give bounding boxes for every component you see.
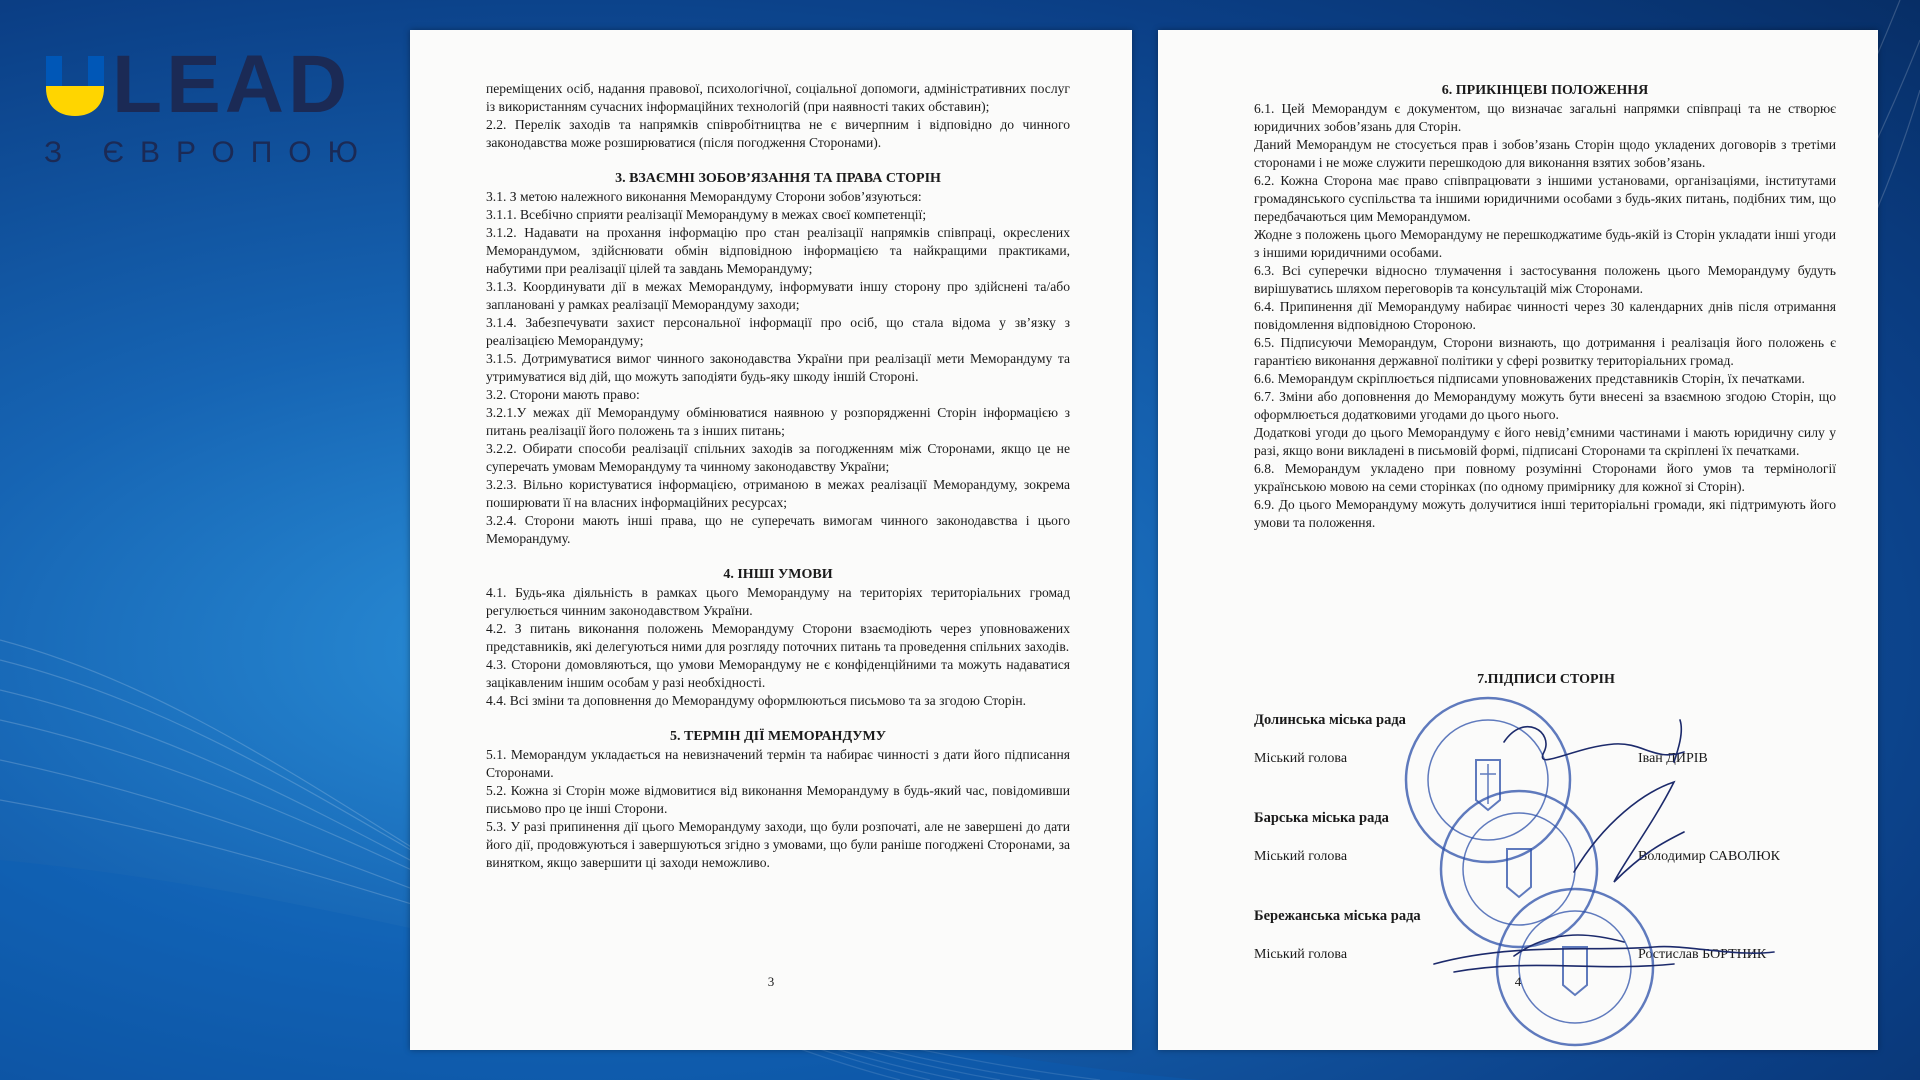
paragraph: 3.2.4. Сторони мають інші права, що не суперечать вимогам чинного законодавства і цього Меморандуму. <box>486 513 1070 546</box>
signatory-title: Міський голова <box>1254 947 1348 962</box>
paragraph: 5.2. Кожна зі Сторін може відмовитися від виконання Меморандуму в будь-який час, повідомивши письмово про це інші Сторони. <box>486 783 1070 816</box>
paragraph: 5.3. У разі припинення дії цього Меморандуму заходи, що були розпочаті, але не завершені до дати його дії, продовжуються і завершуються згідно з умовами, що були раніше погоджені Сторонами, за винятком, якщо завершити ці заходи неможливо. <box>486 819 1070 870</box>
page-number: 4 <box>1514 974 1522 989</box>
section-heading-7: 7.ПІДПИСИ СТОРІН <box>1477 672 1615 687</box>
paragraph: 4.1. Будь-яка діяльність в рамках цього Меморандуму на територіях територіальних громад регулюється чинним законодавством України. <box>486 585 1070 618</box>
page-4-content <box>1254 82 1836 532</box>
page-number: 3 <box>767 974 775 989</box>
paragraph: 3.1.3. Координувати дії в межах Меморандуму, інформувати іншу сторону про здійснені та/або заплановані у рамках реалізації Меморандуму заходи; <box>486 279 1070 312</box>
paragraph: 4.2. З питань виконання положень Меморандуму Сторони взаємодіють через уповноважених представників, які делегуються ними для розгляду поточних питань та проведення спільних заходів. <box>486 621 1070 654</box>
paragraph: 6.7. Зміни або доповнення до Меморандуму можуть бути внесені за взаємною згодою Сторін, що оформлюється додатковими угодами до цього нього. <box>1254 389 1836 422</box>
signatory-name: Володимир САВОЛЮК <box>1638 849 1780 864</box>
section-heading-6: 6. ПРИКІНЦЕВІ ПОЛОЖЕННЯ <box>1441 83 1649 98</box>
paragraph: 3.1.2. Надавати на прохання інформацію про стан реалізації напрямків співпраці, окреслених Меморандумом, здійснювати обмін відповідною інформацією та найкращими практиками, набутими при реалізації цілей та завдань Меморандуму; <box>486 225 1070 276</box>
paragraph: 5.1. Меморандум укладається на невизначений термін та набирає чинності з дати його підписання Сторонами. <box>486 747 1070 780</box>
paragraph: 6.3. Всі суперечки відносно тлумачення і застосування положень цього Меморандуму будуть вирішуватись шляхом переговорів та консультацій між Сторонами. <box>1254 263 1836 296</box>
paragraph: 6.9. До цього Меморандуму можуть долучитися інші територіальні громади, які підтримують його умови та положення. <box>1254 497 1836 530</box>
section-heading-3: 3. ВЗАЄМНІ ЗОБОВ’ЯЗАННЯ ТА ПРАВА СТОРІН <box>615 171 941 186</box>
page-3-content <box>486 80 1070 872</box>
paragraph: 4.4. Всі зміни та доповнення до Меморандуму оформлюються письмово та за згодою Сторін. <box>486 693 1027 708</box>
signatory-name: Ростислав БОРТНИК <box>1638 947 1767 962</box>
paragraph: 3.1.4. Забезпечувати захист персональної інформації про осіб, що стала відома у зв’язку з реалізацією Меморандуму; <box>486 315 1070 348</box>
paragraph: 6.5. Підписуючи Меморандум, Сторони визнають, що дотримання і реалізація його положень є гарантією виконання державної політики у сфері розвитку територіальних громад. <box>1254 335 1836 368</box>
signatory-org: Долинська міська рада <box>1254 712 1406 728</box>
paragraph: 6.1. Цей Меморандум є документом, що визначає загальні напрямки співпраці та не створює юридичних зобов’язань для Сторін. <box>1254 101 1836 134</box>
paragraph: 3.2. Сторони мають право: <box>486 387 640 402</box>
signatures-section <box>1254 672 1838 1002</box>
paragraph: 3.1. З метою належного виконання Меморандуму Сторони зобов’язуються: <box>486 189 922 204</box>
signatory-org: Барська міська рада <box>1254 810 1389 826</box>
paragraph: Жодне з положень цього Меморандуму не перешкоджатиме будь-якій із Сторін укладати інші угоди з іншими юридичними особами. <box>1254 227 1836 260</box>
paragraph: 3.2.2. Обирати способи реалізації спільних заходів за погодженням між Сторонами, якщо це не суперечать умовам Меморандуму та чинному законодавству України; <box>486 441 1070 474</box>
logo-subtitle: З ЄВРОПОЮ <box>44 136 374 169</box>
paragraph: 3.2.1.У межах дії Меморандуму обмінюватися наявною у розпорядженні Сторін інформацією з питань реалізації його положень та з інших питань; <box>486 405 1070 438</box>
signatory-title: Міський голова <box>1254 751 1348 766</box>
paragraph: 3.1.5. Дотримуватися вимог чинного законодавства України при реалізації мети Меморандуму та утримуватися від дій, що можуть заподіяти будь-яку шкоду іншій Стороні. <box>486 351 1070 384</box>
paragraph: Даний Меморандум не стосується прав і зобов’язань Сторін щодо укладених договорів з третіми сторонами і не може служити перешкодою для виконання взятих зобов’язань. <box>1254 137 1836 170</box>
paragraph: 6.8. Меморандум укладено при повному розумінні Сторонами його умов та термінології українською мовою на семи сторінках (по одному примірнику для кожної зі Сторін). <box>1254 461 1836 494</box>
section-heading-4: 4. ІНШІ УМОВИ <box>723 567 833 582</box>
logo-wordmark: LEAD <box>112 39 352 130</box>
section-heading-5: 5. ТЕРМІН ДІЇ МЕМОРАНДУМУ <box>669 729 887 744</box>
paragraph: 3.1.1. Всебічно сприяти реалізації Меморандуму в межах своєї компетенції; <box>486 207 927 222</box>
ulead-u-flag-icon <box>42 56 108 116</box>
signatory-org: Бережанська міська рада <box>1254 908 1421 924</box>
paragraph: переміщених осіб, надання правової, психологічної, соціальної допомоги, адміністративних послуг із використанням сучасних інформаційних технологій (при наявності таких обставин); <box>486 81 1070 114</box>
handwritten-signature-icon <box>1354 672 1834 1002</box>
paragraph: Додаткові угоди до цього Меморандуму є його невід’ємними частинами і мають юридичну силу у разі, якщо вони викладені в письмовій формі, підписані Сторонами та скріплені їх печатками. <box>1254 425 1836 458</box>
paragraph: 3.2.3. Вільно користуватися інформацією, отриманою в межах реалізації Меморандуму, зокрема поширювати її на власних інформаційних ресурсах; <box>486 477 1070 510</box>
document-page-3 <box>410 30 1132 1050</box>
paragraph: 4.3. Сторони домовляються, що умови Меморандуму не є конфіденційними та можуть надаватися зацікавленим іншим особам у разі необхідності. <box>486 657 1070 690</box>
paragraph: 6.2. Кожна Сторона має право співпрацювати з іншими установами, організаціями, інститутами громадянського суспільства та іншими юридичними особами з будь-яких питань, подібних тим, що передбачаються цим Меморандумом. <box>1254 173 1836 224</box>
signatory-title: Міський голова <box>1254 849 1348 864</box>
paragraph: 2.2. Перелік заходів та напрямків співробітництва не є вичерпним і відповідно до чинного законодавства може розширюватися (після погодження Сторонами). <box>486 117 1070 150</box>
ulead-logo <box>42 39 382 180</box>
paragraph: 6.4. Припинення дії Меморандуму набирає чинності через 30 календарних днів після отримання повідомлення відповідною Стороною. <box>1254 299 1836 332</box>
document-page-4 <box>1158 30 1878 1050</box>
signatory-name: Іван ДИРІВ <box>1638 751 1708 766</box>
paragraph: 6.6. Меморандум скріплюється підписами уповноважених представників Сторін, їх печатками. <box>1254 371 1805 386</box>
